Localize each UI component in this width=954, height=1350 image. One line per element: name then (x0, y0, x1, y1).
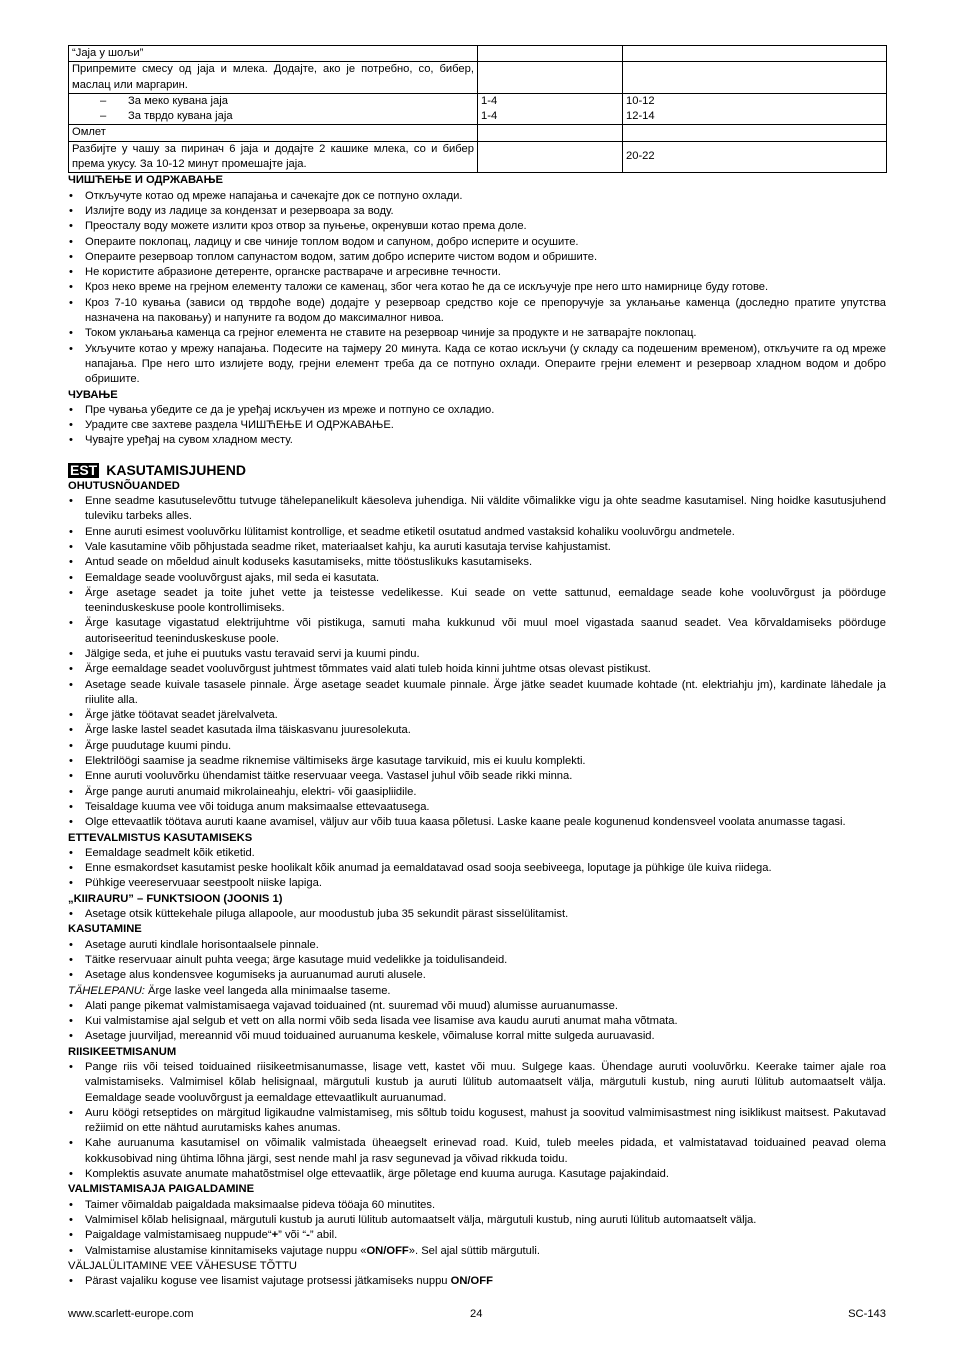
list-item: • Пре чувања убедите се да је уређај искључен из мреже и потпуно се охладио. (68, 403, 886, 418)
table-cell (478, 93, 623, 125)
list-item: • Enne esmakordset kasutamist peske hoolikalt kõik anumad ja eemaldatavad osad sooja seebiveega, loputage ja pühkige üle kuiva riidega. (68, 861, 886, 876)
list-item: • Операите резервоар топлом сапунастом водом, затим добро исперите чистом водом и обришите. (68, 250, 886, 265)
list-item: • Укључите котао у мрежу напајања. Подесите на тајмеру 20 минута. Када се котао искључи (у складу са подешеним временом), откључите га од мреже напајања. Пре него што излијете воду, грејни елемент треба да се потпуно охлади. Операите грејни елемент и резервоар хладном водом и добро обришите. (68, 342, 886, 388)
list-item: • Eemaldage seade vooluvõrgust ajaks, mil seda ei kasutata. (68, 571, 886, 586)
list-item: • Valmistamise alustamise kinnitamiseks vajutage nuppu «ON/OFF». Sel ajal süttib märgutuli. (68, 1244, 886, 1259)
section-heading: ЧИШЋЕЊЕ И ОДРЖАВАЊЕ (68, 174, 223, 187)
list-item: • Asetage otsik küttekehale piluga allapoole, aur moodustub juba 35 sekundit pärast sisselülitamist. (68, 907, 886, 922)
table-cell: Омлет (69, 125, 478, 141)
list-item: • Vale kasutamine võib põhjustada seadme riket, materiaalset kahju, ka auruti kasutaja tervise kahjustamist. (68, 540, 886, 555)
table-row (69, 62, 887, 94)
table-row (69, 125, 887, 141)
section-heading: KASUTAMINE (68, 923, 142, 936)
list-item: • Elektrilöögi saamise ja seadme riknemise vältimiseks ärge kasutage tarvikuid, mis ei kuulu komplekti. (68, 754, 886, 769)
section-heading: VALMISTAMISAJA PAIGALDAMINE (68, 1183, 255, 1196)
list-item: • Преосталу воду можете излити кроз отвор за пуњење, окренувши котао према доле. (68, 219, 886, 234)
list-item: • Alati pange pikemat valmistamisaega vajavad toiduained (nt. suuremad või muud) alumisse auruanumasse. (68, 999, 886, 1014)
cook-time: 10-12 (626, 94, 655, 107)
table-cell: “Јаја у шољи” (69, 46, 478, 62)
list-item: • Чувајте уређај на сувом хладном месту. (68, 433, 886, 448)
table-row (69, 93, 887, 125)
list-item: • Teisaldage kuuma vee või toiduga anum maksimaalse ettevaatusega. (68, 800, 886, 815)
list-item: • Kahe auruanuma kasutamisel on võimalik valmistada üheaegselt erinevad road. Kuid, tuleb meeles pidada, et valmistatavad toiduained peavad olema kokkusobivad ning ühtima lõhna järgi, sest nende mahl ja rasv segunevad ja võivad rikkuda toidu. (68, 1136, 886, 1167)
list-item: • Taimer võimaldab paigaldada maksimaalse pideva tööaja 60 minutites. (68, 1198, 886, 1213)
table-row (69, 141, 887, 173)
list-item: • Asetage auruti kindlale horisontaalsele pinnale. (68, 938, 886, 953)
bullet-list (68, 846, 886, 892)
note-label: TÄHELEPANU: (68, 984, 145, 997)
list-item: • Pärast vajaliku koguse vee lisamist vajutage protsessi jätkamiseks nuppu ON/OFF (68, 1274, 886, 1289)
list-item: • Eemaldage seadmelt kõik etiketid. (68, 846, 886, 861)
dash-item: – За меко кувана јаја (72, 94, 474, 109)
list-item: • Урадите све захтеве раздела ЧИШЋЕЊЕ И ОДРЖАВАЊЕ. (68, 418, 886, 433)
list-item: • Enne seadme kasutuselevõttu tutvuge tähelepanelikult käesoleva juhendiga. Nii väldite võimalikke vigu ja ohte seadme kasutamisel. Ning hoidke kasutusjuhend tuleviku tarbeks alles. (68, 494, 886, 525)
list-item: • Kui valmistamise ajal selgub et vett on alla normi võib seda lisada vee lisamise ava kaudu auruti anumat maha võtmata. (68, 1014, 886, 1029)
list-item: • Komplektis asuvate anumate mahatõstmisel olge ettevaatlik, ärge põletage end kuuma auruga. Kasutage pajakindaid. (68, 1167, 886, 1182)
water-level: 1-4 (481, 110, 498, 123)
list-item: • Кроз 7-10 кувања (зависи од тврдоће воде) додајте у резервоар средство које се препоручује за уклањање каменца (доследно пратите упутства назначена на паковању) и напуните га водом до максималног нивоа. (68, 296, 886, 327)
website-link[interactable]: www.scarlett-europe.com (68, 1308, 194, 1320)
section-heading: RIISIKEETMISANUM (68, 1045, 177, 1058)
table-cell (623, 125, 887, 141)
table-cell (623, 46, 887, 62)
cook-time: 12-14 (626, 110, 655, 123)
table-cell (623, 62, 887, 94)
list-item: • Enne auruti esimest vooluvõrku lülitamist kontrollige, et seadme etiketil osutatud andmed vastaksid kohaliku vooluvõrgu andmetele. (68, 525, 886, 540)
bullet-list (68, 494, 886, 831)
list-item: • Кроз неко време на грејном елементу таложи се каменац, због чега котао ће да се искључује пре него што намирнице буду готове. (68, 280, 886, 295)
list-item: • Asetage seade kuivale tasasele pinnale. Ärge asetage seadet kuumale pinnale. Ärge jätke seadet kuumade kohtade (nt. elektriahju jm), kardinate lähedale ja riiulite alla. (68, 678, 886, 709)
table-cell (478, 46, 623, 62)
list-item: • Täitke reservuaar ainult puhta veega; ärge kasutage muid vedelikke ja toidulisandeid. (68, 953, 886, 968)
list-item: • Ärge pange auruti anumaid mikrolaineahju, elektri- või gaasipliidile. (68, 785, 886, 800)
bullet-list (68, 999, 886, 1045)
note-line: TÄHELEPANU: Ärge laske veel langeda alla minimaalse taseme. (68, 984, 391, 997)
table-cell: 20-22 (623, 141, 887, 173)
list-item: • Ärge laske lastel seadet kasutada ilma täiskasvanu juuresolekuta. (68, 723, 886, 738)
list-item: • Ärge kasutage vigastatud elektrijuhtme või pistikuga, samuti maha kukkunud või muul moel vigastada saanud seadet. Vea kõrvaldamiseks pöörduge autoriseeritud teeninduskeskuse poole. (68, 616, 886, 647)
list-item: • Enne auruti vooluvõrku ühendamist täitke reservuaar veega. Vastasel juhul võib seade rikki minna. (68, 769, 886, 784)
table-cell (478, 62, 623, 94)
table-cell: Припремите смесу од јаја и млека. Додајте, ако је потребно, со, бибер, маслац или маргарин. (69, 62, 478, 94)
bullet-list (68, 1274, 886, 1289)
list-item: • Antud seade on mõeldud ainult koduseks kasutamiseks, mitte tööstuslikuks kasutamiseks. (68, 555, 886, 570)
list-item: • Olge ettevaatlik töötava auruti kaane avamisel, väljuv aur võib tuua kaasa põletusi. Laske kaane peale kogunenud kondensveel voolata anumasse tagasi. (68, 815, 886, 830)
page-content (68, 45, 886, 1289)
list-item: • Ärge puudutage kuumi pindu. (68, 739, 886, 754)
list-item: • Ärge jätke töötavat seadet järelvalveta. (68, 708, 886, 723)
bullet-list (68, 1198, 886, 1259)
table-cell (478, 125, 623, 141)
table-cell (478, 141, 623, 173)
list-item: • Pange riis või teised toiduained riisikeetmisanumasse, lisage vett, kastet või muu. Sulgege kaas. Ühendage auruti vooluvõrku. Keerake taimer ajale roa valmistamiseks. Valmimisel kõlab helisignaal, märgutuli kustub ja auruti lülitub automaatselt välja, märgutuli kustub, ning auruti lülitub automaatselt välja. Eemaldage seade vooluvõrgust ja eemaldage ettevaatlikult auruanumad. (68, 1060, 886, 1106)
list-item: • Откључуте котао од мреже напајања и сачекајте док се потпуно охлади. (68, 189, 886, 204)
list-item: • Auru köögi retseptides on märgitud ligikaudne valmistamiseg, mis sõltub toidu kogusest, mahust ja soovitud valmimisastmest ning isiklikust maitsest. Pakutavad režiimid on ette nähtud aurutamisks kahes anumas. (68, 1106, 886, 1137)
list-item: • Ärge asetage seadet ja toite juhet vette ja teistesse vedelikesse. Kui seade on vette sattunud, eemaldage seade kohe vooluvõrgust ja pöörduge teeninduskeskuse poole kontrollimiseks. (68, 586, 886, 617)
table-row (69, 46, 887, 62)
model-number: SC-143 (848, 1308, 886, 1320)
section-title: KASUTAMISJUHEND (106, 461, 246, 478)
list-item: • Pühkige veereservuaar seestpoolt niiske lapiga. (68, 876, 886, 891)
bullet-list (68, 1060, 886, 1182)
bullet-list (68, 938, 886, 984)
list-item: • Jälgige seda, et juhe ei puutuks vastu teravaid servi ja kuumi pindu. (68, 647, 886, 662)
list-item: • Не користите абразионе детеренте, органске раствараче и агресивне течности. (68, 265, 886, 280)
table-cell: Разбијте у чашу за пиринач 6 јаја и додајте 2 кашике млека, со и бибер према укусу. За 10-12 минут промешајте јаја. (69, 141, 478, 173)
language-badge: EST (70, 461, 98, 478)
list-item: • Valmimisel kõlab helisignaal, märgutuli kustub ja auruti lülitub automaatselt välja, märgutuli kustub, ning auruti lülitub automaatselt välja. (68, 1213, 886, 1228)
list-item: • Излијте воду из ладице за кондензат и резервоара за воду. (68, 204, 886, 219)
page-number: 24 (470, 1308, 483, 1320)
list-item: • Asetage alus kondensvee kogumiseks ja auruanumad auruti alusele. (68, 968, 886, 983)
table-cell (623, 93, 887, 125)
cooking-table (68, 45, 887, 173)
list-item: • Ärge eemaldage seadet vooluvõrgust juhtmest tõmmates vaid alati tuleb hoida kinni juhtme otsas olevast pistikust. (68, 662, 886, 677)
table-cell (69, 93, 478, 125)
dash-item: – За тврдо кувана јаја (72, 109, 474, 124)
section-subheading: VÄLJALÜLITAMINE VEE VÄHESUSE TÕTTU (68, 1259, 297, 1272)
language-section-title (68, 462, 886, 479)
water-level: 1-4 (481, 94, 498, 107)
bullet-list (68, 403, 886, 449)
section-heading: „KIIRAURU” – FUNKTSIOON (JOONIS 1) (68, 892, 283, 905)
list-item: • Paigaldage valmistamisaeg nuppude“+” või “-” abil. (68, 1228, 886, 1243)
section-heading: OHUTUSNÕUANDED (68, 479, 180, 492)
bullet-list (68, 907, 886, 922)
section-heading: ЧУВАЊЕ (68, 388, 118, 401)
section-heading: ETTEVALMISTUS KASUTAMISEKS (68, 831, 253, 844)
list-item: • Asetage juurviljad, mereannid või muud toiduained auruanuma keskele, võimaluse korral mitte sulgeda auruavasid. (68, 1029, 886, 1044)
bullet-list (68, 189, 886, 388)
list-item: • Операите поклопац, ладицу и све чиније топлом водом и сапуном, добро исперите и осушите. (68, 235, 886, 250)
list-item: • Током уклањања каменца са грејног елемента не ставите на резервоар чиније за продукте и не затварајте поклопац. (68, 326, 886, 341)
